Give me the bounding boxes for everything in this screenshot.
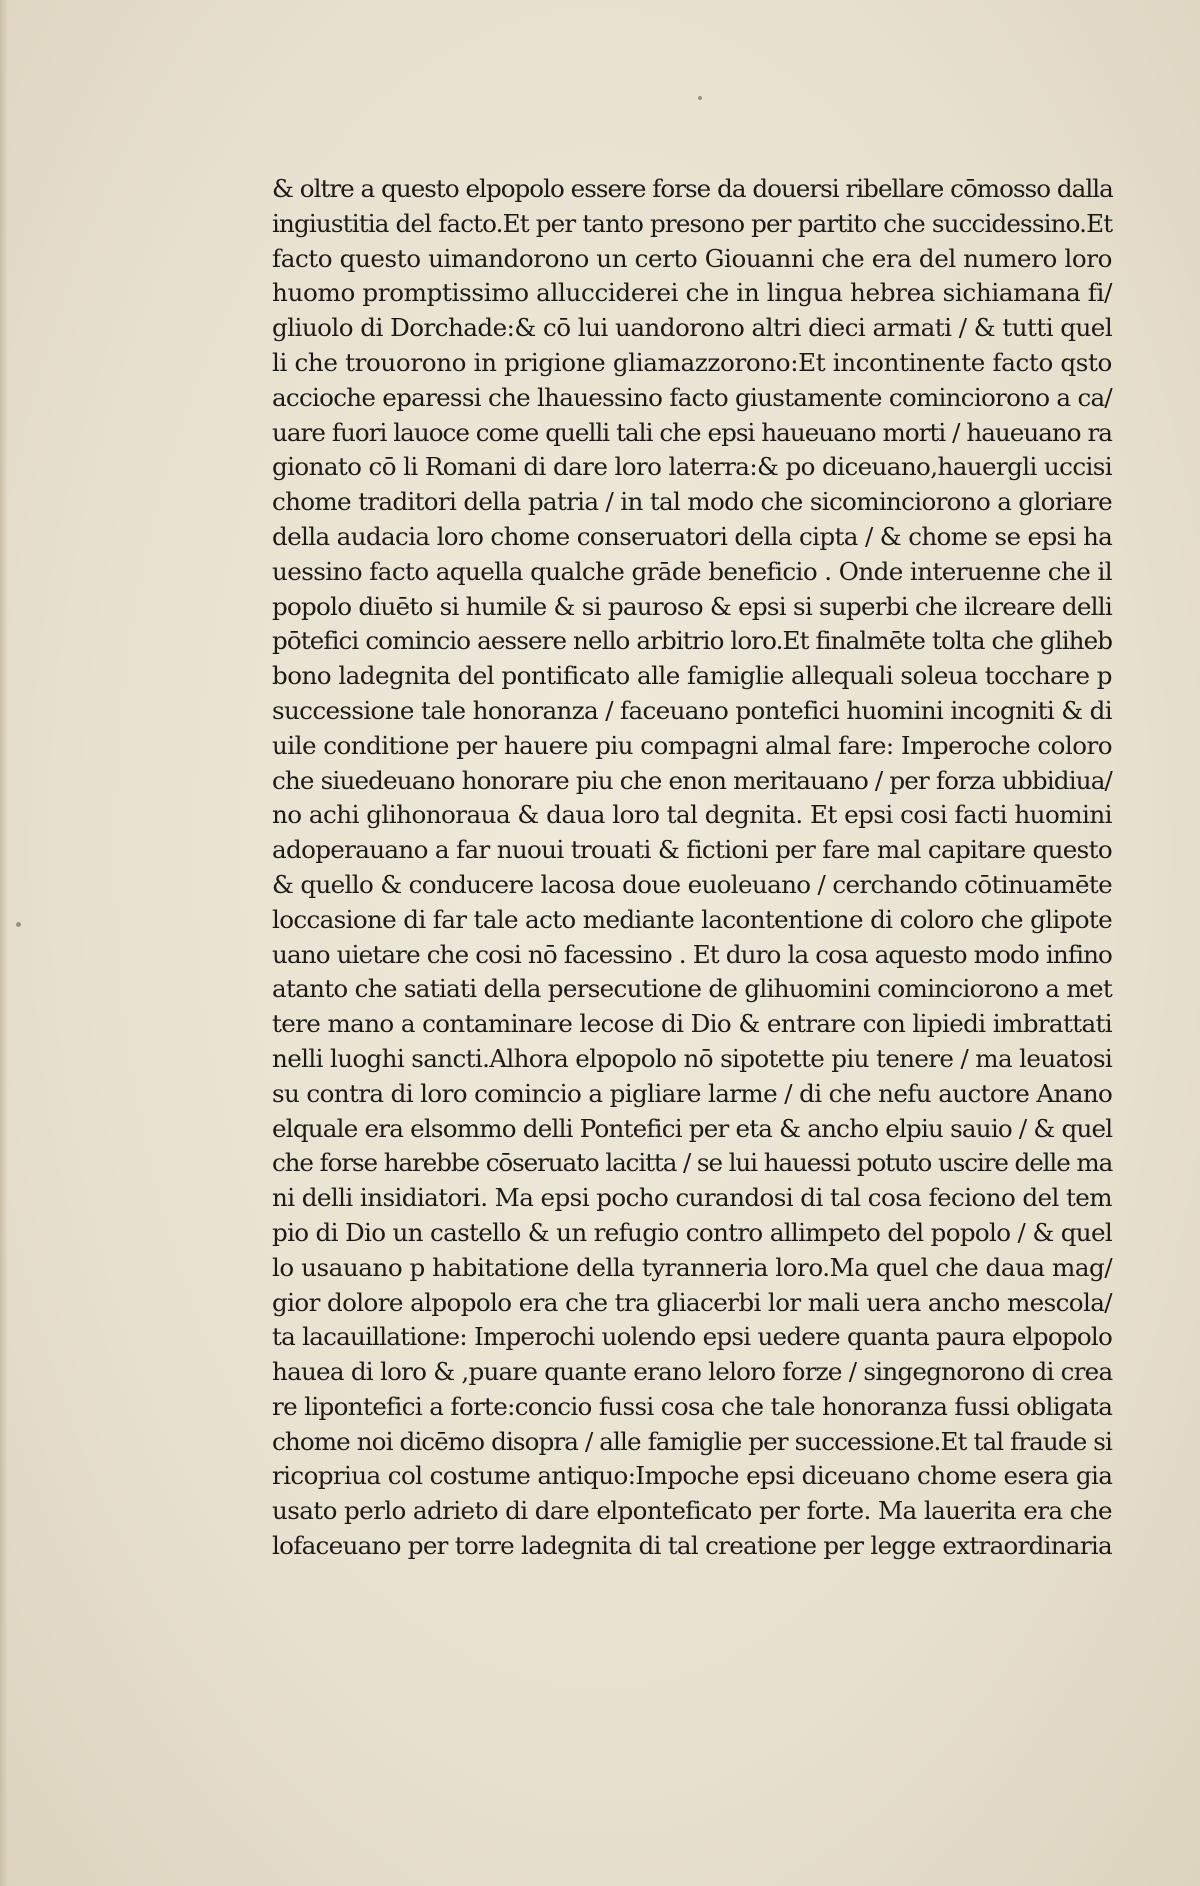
text-line: che forse harebbe cōseruato lacitta / se lui hauessi potuto uscire delle ma [272, 1148, 1113, 1178]
text-line: atanto che satiati della persecutione de glihuomini cominciorono a met [272, 974, 1113, 1004]
text-line: ricopriua col costume antiquo:Impoche epsi diceuano chome esera gia [272, 1461, 1113, 1491]
text-line: della audacia loro chome conseruatori della cipta / & chome se epsi ha [272, 521, 1113, 551]
text-line: huomo promptissimo allucciderei che in lingua hebrea sichiamana fi/ [272, 278, 1113, 308]
text-line: ta lacauillatione: Imperochi uolendo epsi uedere quanta paura elpopolo [272, 1322, 1112, 1352]
paper-speck [698, 96, 702, 100]
page-edge-shadow [0, 0, 8, 1886]
text-line: ni delli insidiatori. Ma epsi pocho curandosi di tal cosa feciono del tem [272, 1183, 1112, 1213]
text-line: tere mano a contaminare lecose di Dio & entrare con lipiedi imbrattati [272, 1009, 1112, 1039]
text-line: adoperauano a far nuoui trouati & fictioni per fare mal capitare questo [272, 835, 1112, 865]
text-line: elquale era elsommo delli Pontefici per eta & ancho elpiu sauio / & quel [272, 1113, 1113, 1143]
text-line: re lipontefici a forte:concio fussi cosa che tale honoranza fussi obligata [272, 1391, 1113, 1421]
text-line: lofaceuano per torre ladegnita di tal creatione per legge extraordinaria [272, 1531, 1112, 1561]
text-line: & quello & conducere lacosa doue euoleuano / cerchando cōtinuamēte [272, 869, 1113, 899]
text-line: uare fuori lauoce come quelli tali che epsi haueuano morti / haueuano ra [272, 417, 1112, 447]
text-line: accioche eparessi che lhauessino facto giustamente cominciorono a ca/ [272, 382, 1112, 412]
text-line: & oltre a questo elpopolo essere forse da douersi ribellare cōmosso dalla [272, 174, 1113, 203]
text-line: gionato cō li Romani di dare loro laterra:& po diceuano,hauergli uccisi [272, 452, 1113, 482]
text-line: uessino facto aquella qualche grāde beneficio . Onde interuenne che il [272, 556, 1112, 586]
text-line: successione tale honoranza / faceuano pontefici huomini incogniti & di [272, 695, 1112, 725]
text-column [272, 172, 1112, 1564]
text-line: usato perlo adrieto di dare elponteficato per forte. Ma lauerita era che [272, 1496, 1112, 1526]
text-line: su contra di loro comincio a pigliare larme / di che nefu auctore Anano [272, 1078, 1113, 1108]
text-line: bono ladegnita del pontificato alle famiglie allequali soleua tocchare p [272, 661, 1112, 691]
text-line: ingiustitia del facto.Et per tanto presono per partito che succidessino.Et [272, 208, 1113, 238]
text-line: gliuolo di Dorchade:& cō lui uandorono altri dieci armati / & tutti quel [272, 313, 1113, 343]
text-line: hauea di loro & ,puare quante erano leloro forze / singegnorono di crea [272, 1357, 1113, 1387]
text-line: popolo diuēto si humile & si pauroso & epsi si superbi che ilcreare delli [272, 591, 1112, 621]
text-line: lo usauano p habitatione della tyranneria loro.Ma quel che daua mag/ [272, 1252, 1113, 1282]
text-line: gior dolore alpopolo era che tra gliacerbi lor mali uera ancho mescola/ [272, 1287, 1112, 1317]
text-line: nelli luoghi sancti.Alhora elpopolo nō sipotette piu tenere / ma leuatosi [272, 1043, 1113, 1073]
text-line: che siuedeuano honorare piu che enon meritauano / per forza ubbidiua/ [272, 765, 1112, 795]
paper-speck [16, 922, 21, 927]
text-line: no achi glihonoraua & daua loro tal degnita. Et epsi cosi facti huomini [272, 800, 1112, 830]
text-line: loccasione di far tale acto mediante lacontentione di coloro che glipote [272, 904, 1112, 934]
text-line: chome noi dicēmo disopra / alle famiglie per successione.Et tal fraude si [272, 1426, 1112, 1456]
text-line: pio di Dio un castello & un refugio contro allimpeto del popolo / & quel [272, 1217, 1112, 1247]
text-line: uano uietare che cosi nō facessino . Et duro la cosa aquesto modo infino [272, 939, 1113, 969]
text-line: facto questo uimandorono un certo Giouanni che era del numero loro [272, 243, 1112, 273]
text-line: pōtefici comincio aessere nello arbitrio loro.Et finalmēte tolta che gliheb [272, 626, 1113, 656]
text-line: chome traditori della patria / in tal modo che sicominciorono a gloriare [272, 487, 1112, 517]
text-line: uile conditione per hauere piu compagni almal fare: Imperoche coloro [272, 730, 1112, 760]
text-line: li che trouorono in prigione gliamazzorono:Et incontinente facto qsto [272, 347, 1112, 377]
